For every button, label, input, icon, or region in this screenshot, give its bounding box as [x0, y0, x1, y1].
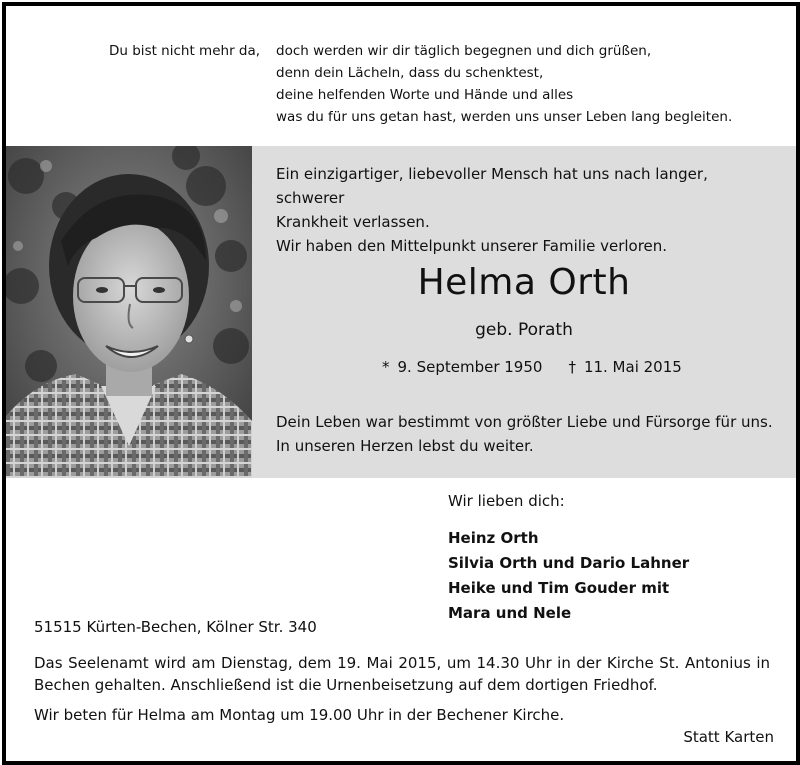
- intro-line: Krankheit verlassen.: [276, 213, 430, 231]
- service-line: Das Seelenamt wird am Dienstag, dem 19. Mai 2015, um 14.30 Uhr in der Kirche St. Antonius in: [34, 654, 770, 672]
- life-line: Dein Leben war bestimmt von größter Liebe und Fürsorge für uns.: [276, 413, 773, 431]
- poem: [276, 40, 732, 128]
- poem-line: deine helfenden Worte und Hände und alles: [276, 87, 574, 103]
- family-member: Heinz Orth: [448, 529, 539, 547]
- prayer-info: Wir beten für Helma am Montag um 19.00 Uhr in der Bechener Kirche.: [34, 706, 565, 724]
- intro-text: [276, 162, 776, 258]
- obituary-frame: [2, 2, 800, 765]
- poem-first-line: Du bist nicht mehr da,: [109, 43, 261, 59]
- family-heading: Wir lieben dich:: [448, 492, 565, 510]
- poem-line: was du für uns getan hast, werden uns unser Leben lang begleiten.: [276, 109, 733, 125]
- life-dates: [382, 358, 682, 376]
- announcement-panel: [252, 146, 796, 478]
- service-info: [34, 652, 770, 696]
- birth-symbol: *: [382, 358, 390, 376]
- birth-date: 9. September 1950: [397, 358, 543, 376]
- family-list: [448, 526, 689, 626]
- family-member: Heike und Tim Gouder mit: [448, 579, 670, 597]
- poem-line: denn dein Lächeln, dass du schenktest,: [276, 65, 544, 81]
- service-line: Bechen gehalten. Anschließend ist die Urnenbeisetzung auf dem dortigen Friedhof.: [34, 676, 658, 694]
- maiden-name: geb. Porath: [475, 320, 573, 340]
- intro-line: Wir haben den Mittelpunkt unserer Familie verloren.: [276, 237, 668, 255]
- death-date: 11. Mai 2015: [583, 358, 682, 376]
- poem-line: doch werden wir dir täglich begegnen und dich grüßen,: [276, 43, 652, 59]
- deceased-name: Helma Orth: [417, 262, 631, 303]
- closing-note: Statt Karten: [683, 728, 774, 746]
- death-cross-icon: †: [568, 358, 576, 376]
- life-line: In unseren Herzen lebst du weiter.: [276, 437, 534, 455]
- portrait-photo: [6, 146, 252, 478]
- life-text: [276, 410, 786, 458]
- intro-line: Ein einzigartiger, liebevoller Mensch hat uns nach langer, schwerer: [276, 165, 708, 207]
- family-member: Silvia Orth und Dario Lahner: [448, 554, 690, 572]
- family-member: Mara und Nele: [448, 604, 572, 622]
- address: 51515 Kürten-Bechen, Kölner Str. 340: [34, 618, 317, 636]
